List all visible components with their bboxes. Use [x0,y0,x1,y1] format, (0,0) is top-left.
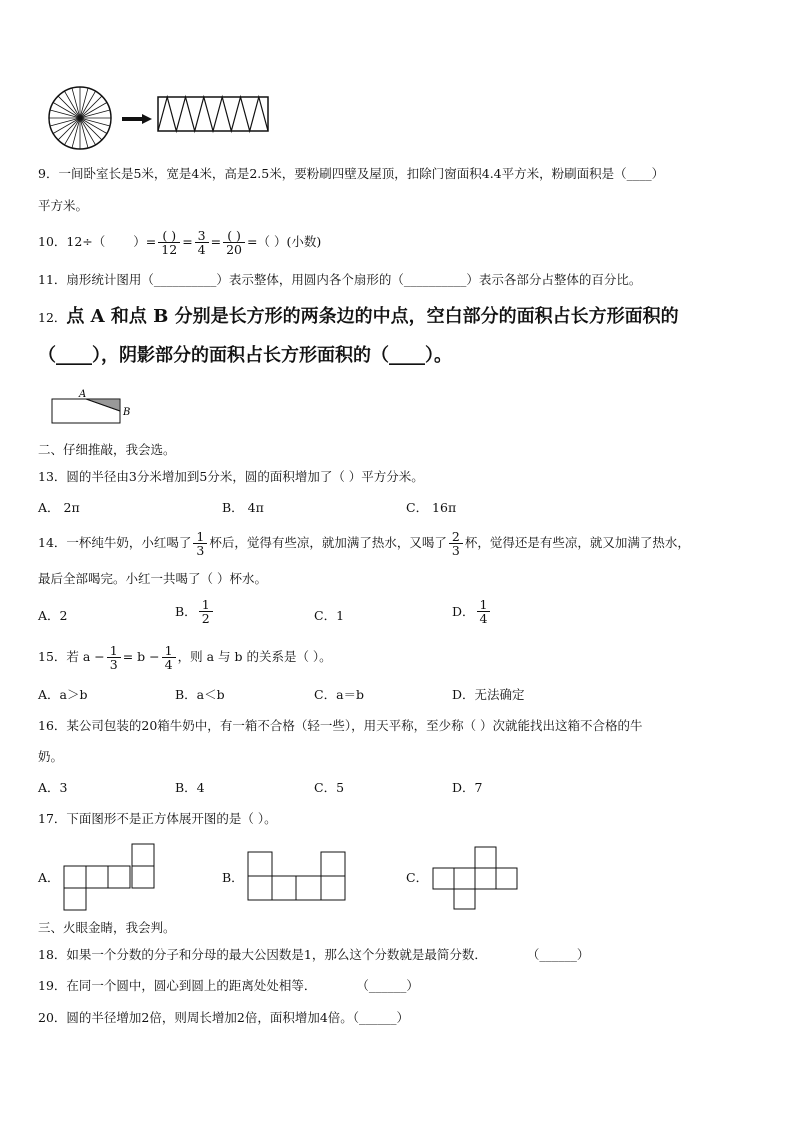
answer-blank[interactable]: （______） [526,947,590,962]
svg-text:A: A [79,389,87,400]
option-b[interactable]: B．a＜b [175,687,225,702]
question-text: 一间卧室长是5米，宽是4米，高是2.5米，要粉刷四壁及屋顶，扣除门窗面积4.4平方米，粉刷面积是（____） [58,166,665,181]
question-text: 若 a − [66,649,105,664]
question-text-end: =（ ）(小数) [247,234,322,249]
option-a[interactable]: A． [38,870,60,885]
question-text: 12÷（ [66,234,106,249]
question-number: 11． [38,272,67,287]
fraction-blank-20: $\frac{( )}{20}$ [223,229,245,256]
question-number: 13． [38,469,67,484]
equals-sign: ）= [133,234,157,249]
option-c[interactable]: C． 16π [406,500,457,515]
option-b[interactable]: B． [222,870,244,885]
option-c[interactable]: C．1 [314,608,345,623]
option-a[interactable]: A．a＞b [38,687,88,702]
question-text: ，则 a 与 b 的关系是（ ）。 [177,649,332,664]
question-text: 杯后，觉得有些凉，就加满了热水，又喝了 [209,535,447,550]
question-text: 圆的半径由3分米增加到5分米，圆的面积增加了（ ）平方分米。 [66,469,424,484]
option-d[interactable]: D．无法确定 [452,687,525,702]
option-b[interactable]: B． 4π [222,500,264,515]
option-b[interactable]: B． $\frac{1}{2}$ [175,598,215,625]
option-b[interactable]: B．4 [175,780,205,795]
question-14 [38,526,690,560]
question-number: 15． [38,649,67,664]
question-16-continued [38,749,63,765]
question-number: 18． [38,947,67,962]
question-19 [38,978,419,994]
fraction-1-3: $\frac{1}{3}$ [107,644,121,671]
fraction-1-4: $\frac{1}{4}$ [477,598,491,625]
option-c[interactable]: C．5 [314,780,345,795]
option-a[interactable]: A．3 [38,780,68,795]
question-text: 点 A 和点 B 分别是长方形的两条边的中点，空白部分的面积占长方形面积的 [66,306,679,327]
question-text: 如果一个分数的分子和分母的最大公因数是1，那么这个分数就是最简分数． [66,947,487,962]
question-number: 12． [38,310,67,325]
question-text: 杯，觉得还是有些凉，就又加满了热水， [464,535,690,550]
circle-sectors-figure [44,83,274,153]
fraction-1-2: $\frac{1}{2}$ [199,598,213,625]
cube-net-a[interactable] [62,843,156,911]
cube-net-c[interactable] [432,846,520,910]
fraction-2-3: $\frac{2}{3}$ [449,530,463,557]
question-9 [38,166,664,182]
question-16 [38,718,643,734]
question-number: 14． [38,535,67,550]
question-17 [38,811,277,827]
question-11 [38,272,641,288]
question-text: 圆的半径增加2倍，则周长增加2倍，面积增加4倍。 [66,1010,353,1025]
question-text: = b − [122,649,160,664]
question-text: 某公司包装的20箱牛奶中，有一箱不合格（轻一些），用天平称，至少称（ ）次就能找出这箱不合格的牛 [66,718,643,733]
question-number: 19． [38,978,67,993]
question-text: 最后全部喝完。小红一共喝了（ ）杯水。 [38,571,267,586]
option-d[interactable]: D． $\frac{1}{4}$ [452,598,492,625]
question-text: 下面图形不是正方体展开图的是（ ）。 [66,811,277,826]
answer-blank[interactable]: （______） [352,1010,410,1025]
question-number: 16． [38,718,67,733]
cube-net-b[interactable] [247,851,347,901]
question-12-continued [38,344,452,368]
option-c[interactable]: C．a＝b [314,687,365,702]
question-text: 一杯纯牛奶，小红喝了 [66,535,192,550]
question-number: 10． [38,234,67,249]
option-a[interactable]: A． 2π [38,500,80,515]
answer-blank[interactable]: （______） [356,978,419,993]
question-9-continued [38,198,88,214]
question-20 [38,1010,409,1026]
section-2-title: 二、仔细推敲，我会选。 [38,442,176,457]
fraction-blank-12: $\frac{( )}{12}$ [158,229,180,256]
question-12 [38,305,679,329]
question-10: 10． 12÷（ ）= $\frac{( )}{12}$ = $\frac{3}{4}$ = $\frac{( )}{20}$ =（ ）(小数) [38,227,322,257]
question-number: 20． [38,1010,67,1025]
question-14-continued [38,571,267,587]
question-text: 奶。 [38,749,64,764]
question-text: 扇形统计图用（__________）表示整体，用圆内各个扇形的（__________）表示各部分占整体的百分比。 [66,272,642,287]
question-18 [38,947,589,963]
option-c[interactable]: C． [406,870,429,885]
option-d[interactable]: D．7 [452,780,483,795]
svg-text:B: B [123,407,131,418]
section-3-title: 三、火眼金睛，我会判。 [38,920,176,935]
fraction-1-4: $\frac{1}{4}$ [162,644,176,671]
question-text: 平方米。 [38,198,89,213]
question-text: （____），阴影部分的面积占长方形面积的（____）。 [38,345,452,366]
question-13 [38,469,424,485]
question-15 [38,640,332,674]
question-number: 9． [38,166,59,181]
question-text: 在同一个圆中，圆心到圆上的距离处处相等． [66,978,317,993]
fraction-3-4: $\frac{3}{4}$ [195,229,209,256]
fraction-1-3: $\frac{1}{3}$ [193,530,207,557]
option-a[interactable]: A．2 [38,608,68,623]
rectangle-ab-figure [48,385,148,427]
question-number: 17． [38,811,67,826]
